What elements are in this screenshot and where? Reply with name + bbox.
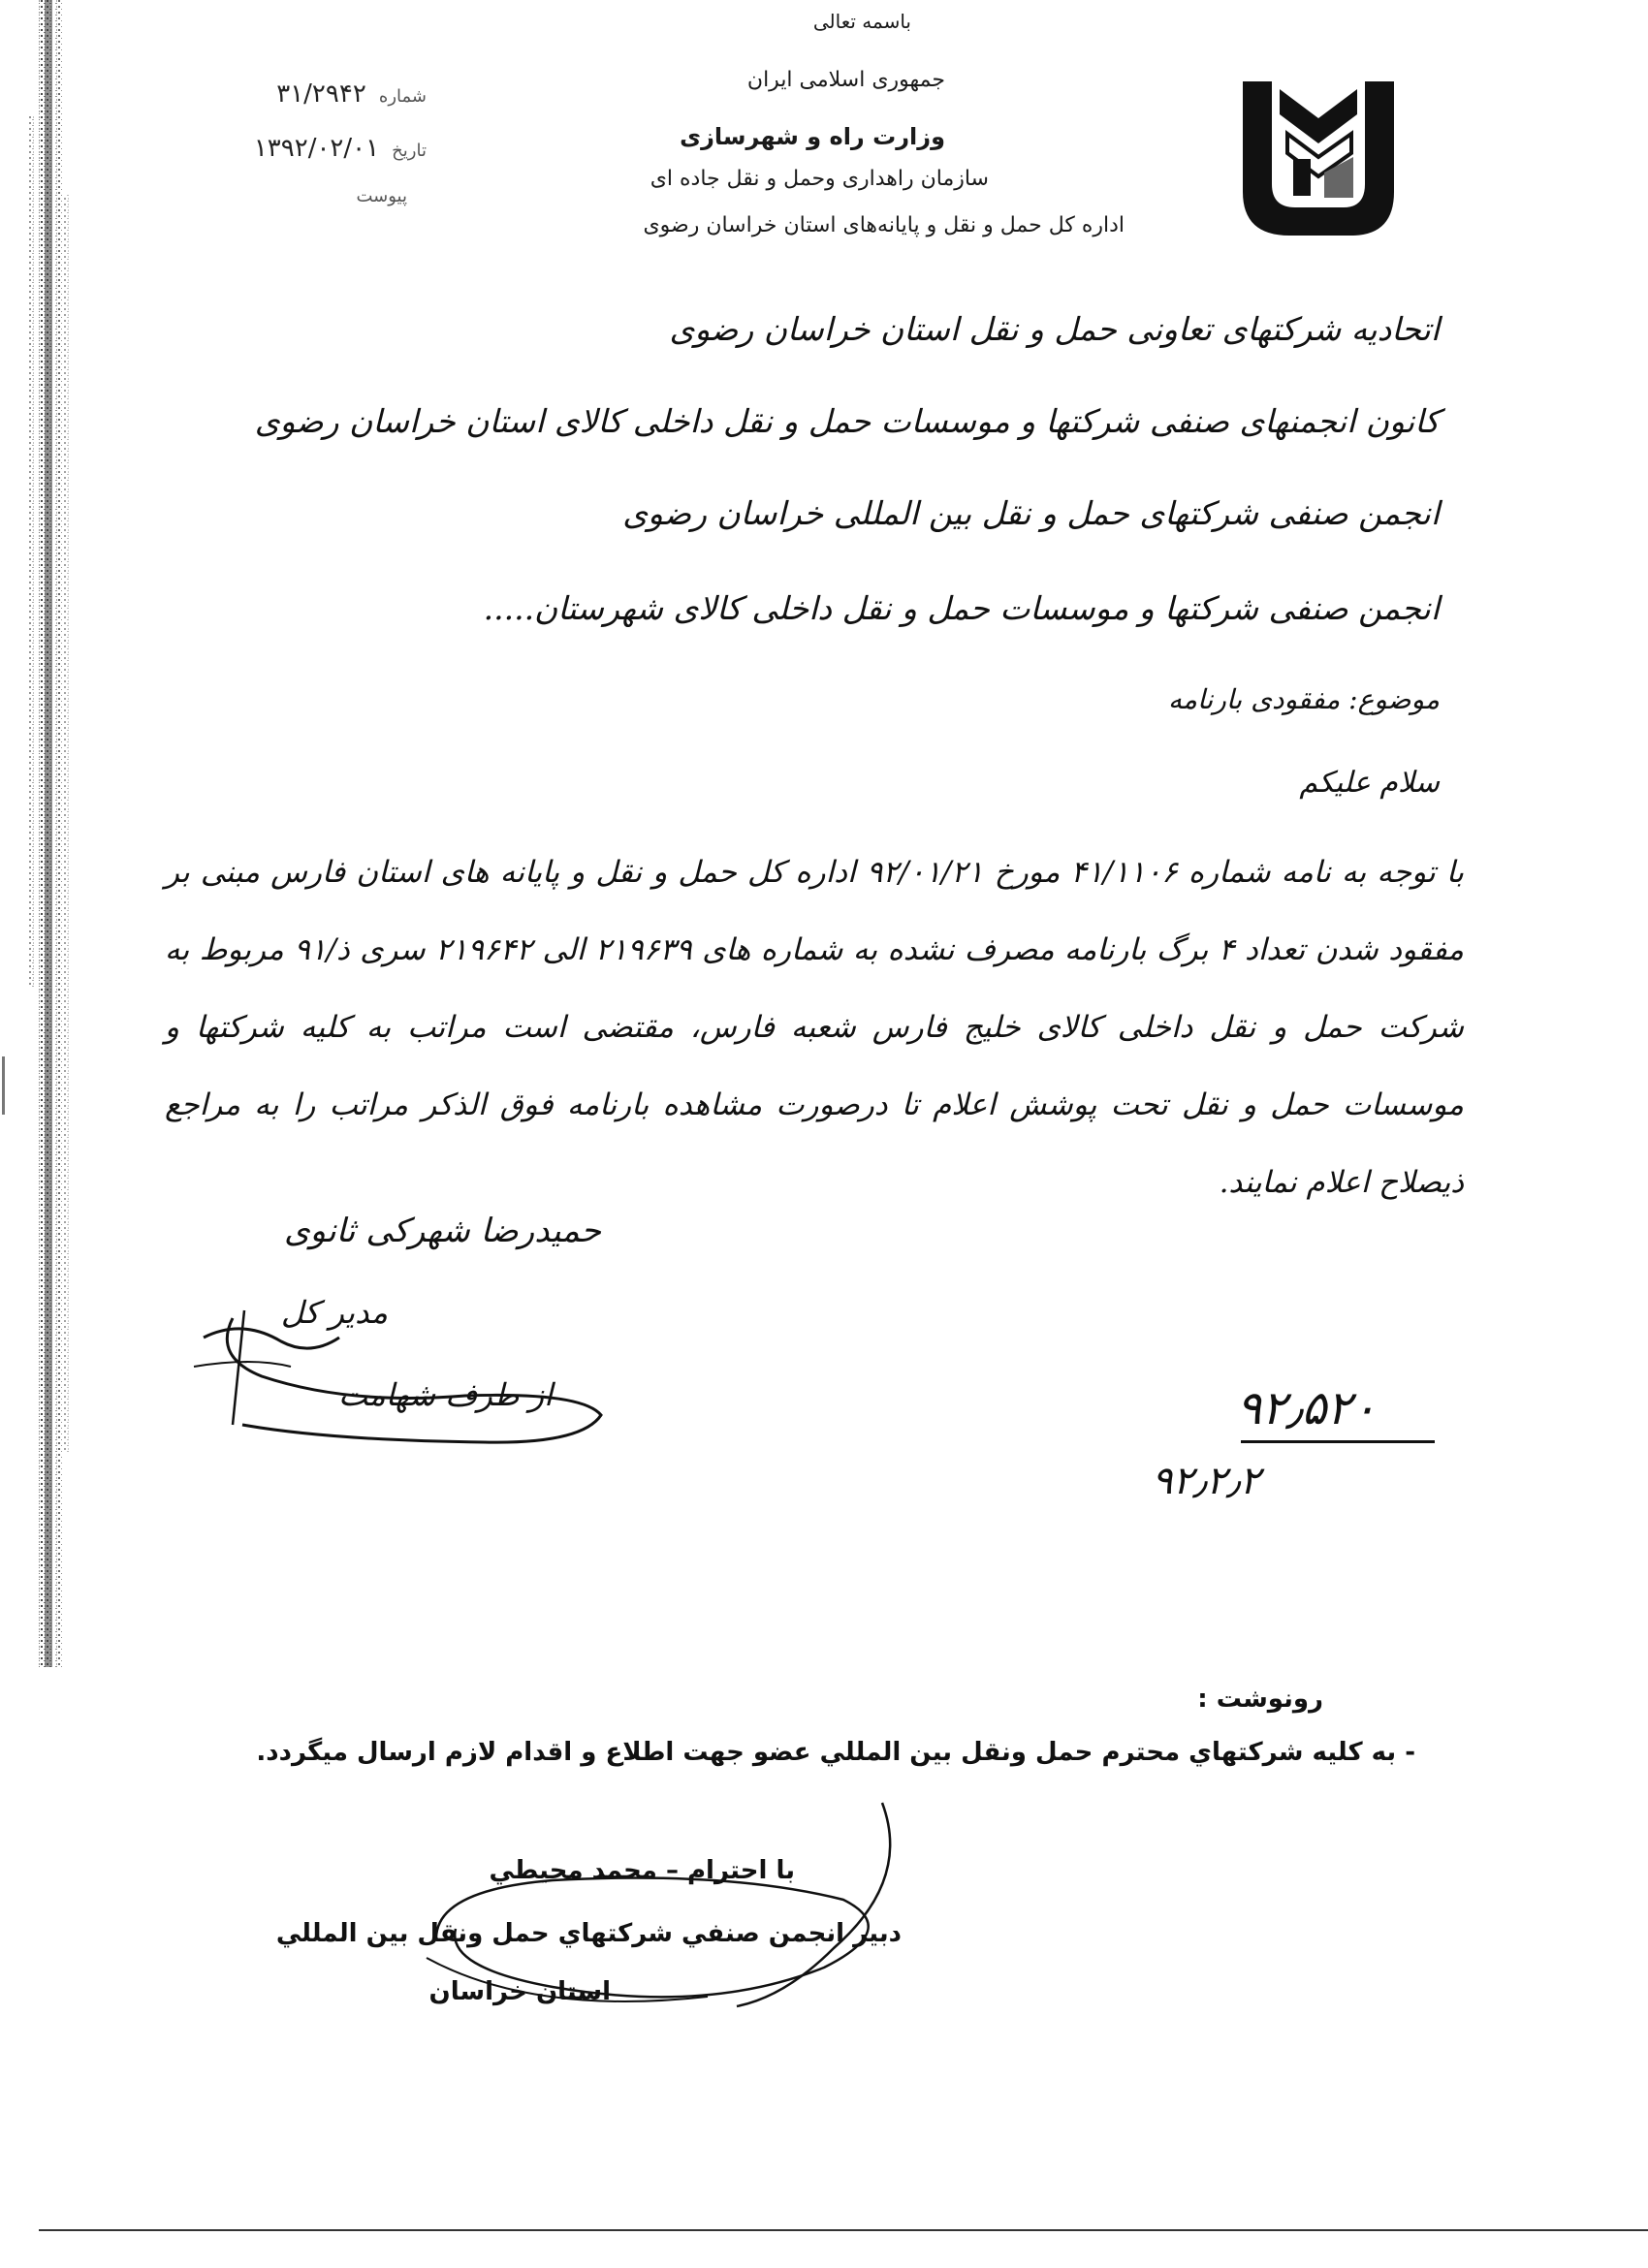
signatory-on-behalf: از طرف شهامت [338,1376,553,1413]
ministry-logo-icon [1231,76,1406,240]
scan-edge-noise [0,0,116,1667]
page-bottom-rule [39,2229,1648,2231]
letter-body: با توجه به نامه شماره ۴۱/۱۱۰۶ مورخ ۹۲/۰۱/۲۱ اداره کل حمل و نقل و پایانه های استان فارس مبنی بر مفقود شدن تعداد ۴ برگ بارنامه مصرف نشده به شماره های ۲۱۹۶۳۹ الی ۲۱۹۶۴۲ سری ذ/۹۱ مربوط به شرکت حمل و نقل داخلی کالای خلیج فارس شعبه فارس، مقتضی است مراتب به کلیه شرکتها و موسسات حمل و نقل تحت پوشش اعلام تا درصورت مشاهده بارنامه فوق الذکر مراتب را به مراجع ذیصلاح اعلام نمایند. [165,855,1464,1200]
ref-underline [1241,1440,1435,1443]
recipient-1: اتحادیه شرکتهای تعاونی حمل و نقل استان خراسان رضوی [669,310,1440,348]
header-ministry: وزارت راه و شهرسازی [680,123,945,150]
date-label: تاریخ [392,141,427,161]
date-value: ۱۳۹۲/۰۲/۰۱ [253,134,380,163]
header-department: اداره کل حمل و نقل و پایانه‌های استان خراسان رضوی [643,213,1125,237]
cc-province: استان خراسان [428,1977,611,2006]
header-country: جمهوری اسلامی ایران [746,68,945,92]
header-organization: سازمان راهداری وحمل و نقل جاده ای [650,167,989,191]
recipient-3: انجمن صنفی شرکتهای حمل و نقل بین المللی خراسان رضوی [622,494,1440,532]
invocation-text: باسمه تعالی [812,10,911,33]
letter-number [276,79,427,109]
cc-role: دبیر انجمن صنفي شرکتهاي حمل ونقل بین المللي [275,1919,902,1948]
recipient-4: انجمن صنفی شرکتها و موسسات حمل و نقل داخلی کالای شهرستان..... [483,589,1440,627]
letter-attachment [349,186,408,206]
cc-regards: با احترام – محمد محیطي [489,1856,795,1885]
recipient-2: کانون انجمنهای صنفی شرکتها و موسسات حمل و نقل داخلی کالای استان خراسان رضوی [254,402,1440,440]
cc-line: - به کلیه شرکتهاي محترم حمل ونقل بین المللي عضو جهت اطلاع و اقدام لازم ارسال میگردد. [256,1738,1415,1767]
handwritten-ref-1: ۹۲٫۵۲۰ [1236,1381,1377,1435]
cc-label: رونوشت : [1197,1685,1323,1714]
number-label: شماره [378,86,427,107]
secretary-signature-icon [417,1793,921,2026]
letter-date [254,134,427,163]
greeting: سلام علیکم [1299,766,1440,800]
number-value: ۳۱/۲۹۴۲ [276,79,366,109]
signatory-title: مدیر کل [280,1294,388,1331]
subject-line: موضوع: مفقودی بارنامه [1168,683,1440,715]
manager-signature-icon [174,1299,620,1454]
signatory-name: حمیدرضا شهرکی ثانوی [284,1212,601,1250]
handwritten-ref-2: ۹۲٫۲٫۲ [1152,1459,1260,1503]
attachment-label: پیوست [356,186,407,206]
